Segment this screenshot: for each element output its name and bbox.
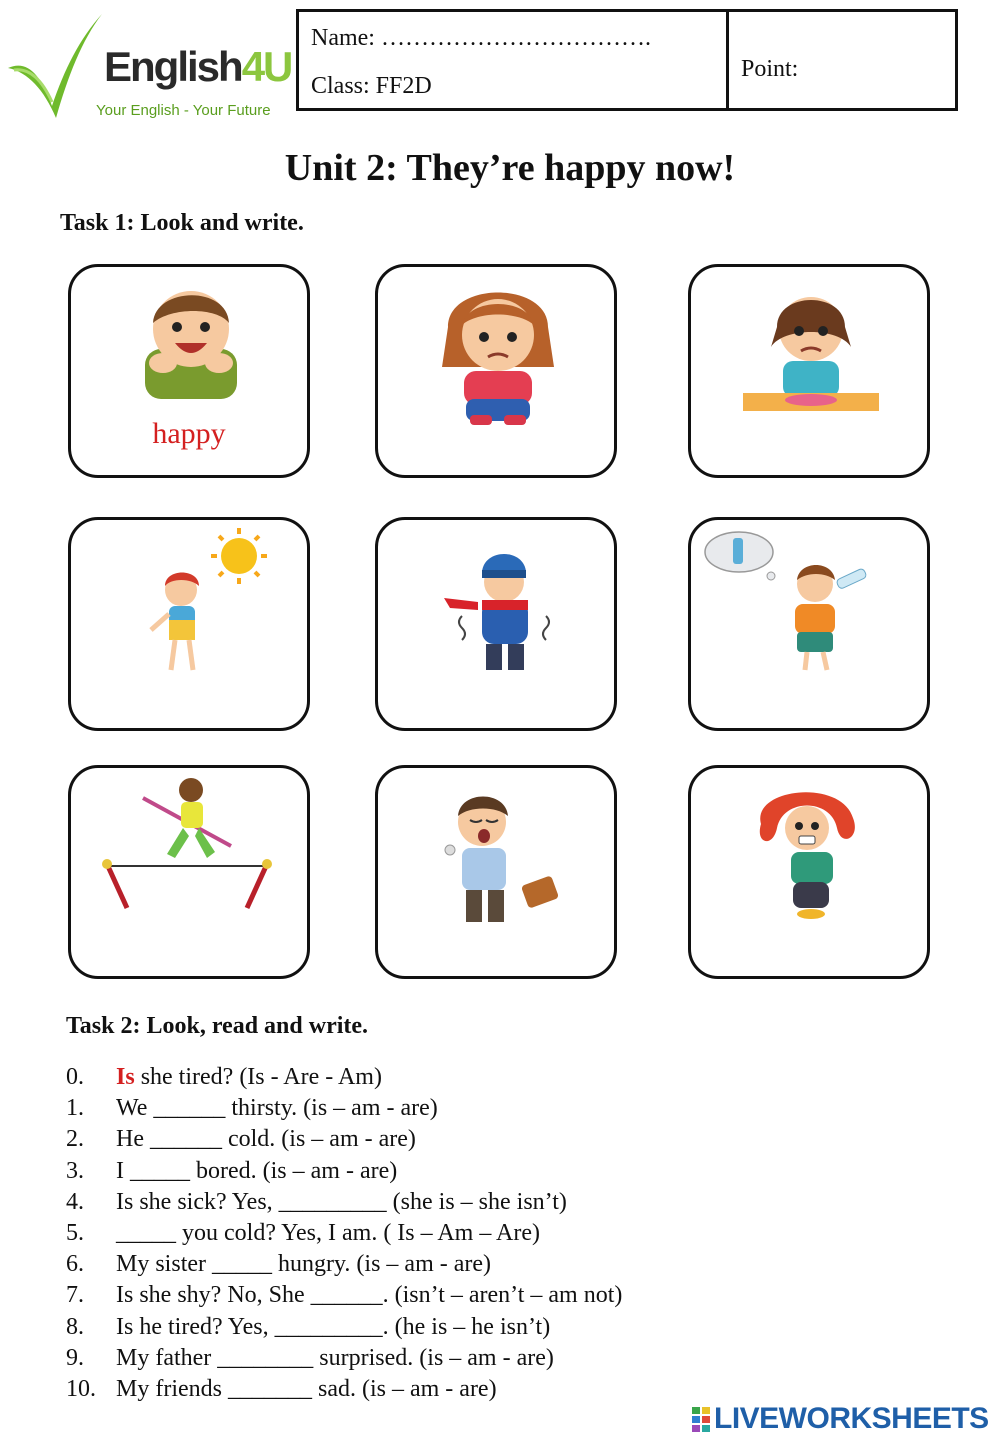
picture-card-6 — [688, 517, 930, 731]
exercise-item[interactable]: 7. Is she shy? No, She ______. (isn’t – aren’t – am not) — [66, 1282, 623, 1309]
exercise-item[interactable]: 3. I _____ bored. (is – am - are) — [66, 1157, 398, 1184]
task1-heading: Task 1: Look and write. — [60, 210, 304, 236]
picture-card-8 — [375, 765, 617, 979]
exercise-item[interactable]: 9. My father ________ surprised. (is – am - are) — [66, 1344, 554, 1371]
tightrope-walker-icon — [71, 768, 310, 979]
class-field: Class: FF2D — [311, 73, 432, 99]
exercise-item[interactable]: 6. My sister _____ hungry. (is – am - are) — [66, 1251, 492, 1278]
exercise-item[interactable]: 2. He ______ cold. (is – am - are) — [66, 1126, 416, 1153]
name-field[interactable]: Name: ……………………………. — [311, 25, 651, 51]
thirsty-boy-icon — [691, 520, 930, 731]
picture-card-4 — [68, 517, 310, 731]
cold-man-icon — [378, 520, 617, 731]
exercise-item[interactable]: 5. _____ you cold? Yes, I am. ( Is – Am – Are) — [66, 1220, 540, 1247]
example-answer: Is — [116, 1064, 135, 1091]
picture-card-1 — [68, 264, 310, 478]
english4u-logo — [4, 10, 292, 120]
picture-card-9 — [688, 765, 930, 979]
exercise-item[interactable]: 10. My friends _______ sad. (is – am - are) — [66, 1375, 497, 1402]
liveworksheets-wordmark: LIVEWORKSHEETS — [714, 1402, 989, 1435]
exercise-item[interactable]: 1. We ______ thirsty. (is – am - are) — [66, 1095, 438, 1122]
scared-girl-icon — [691, 768, 930, 979]
bored-girl-icon — [378, 267, 617, 478]
point-field[interactable]: Point: — [741, 56, 799, 82]
exercise-item[interactable]: 4. Is she sick? Yes, _________ (she is – she isn’t) — [66, 1188, 567, 1215]
liveworksheets-blocks-icon — [692, 1405, 712, 1433]
picture-card-5 — [375, 517, 617, 731]
picture-card-3 — [688, 264, 930, 478]
student-info-box — [296, 9, 958, 111]
exercise-item[interactable]: 8. Is he tired? Yes, _________. (he is – he isn’t) — [66, 1313, 551, 1340]
logo-tagline: Your English - Your Future — [96, 102, 271, 119]
logo-wordmark: English4U — [104, 43, 292, 90]
exercise-item: 0. Is she tired? (Is - Are - Am) — [66, 1064, 382, 1091]
hungry-girl-icon — [691, 267, 930, 478]
page-title: Unit 2: They’re happy now! — [284, 147, 736, 189]
liveworksheets-logo — [692, 1402, 989, 1436]
card-answer-word: happy — [152, 417, 226, 450]
picture-card-7 — [68, 765, 310, 979]
picture-card-2 — [375, 264, 617, 478]
exercise-list — [66, 1062, 706, 1405]
task2-heading: Task 2: Look, read and write. — [66, 1013, 369, 1039]
tired-man-icon — [378, 768, 617, 979]
hot-girl-sun-icon — [71, 520, 310, 731]
